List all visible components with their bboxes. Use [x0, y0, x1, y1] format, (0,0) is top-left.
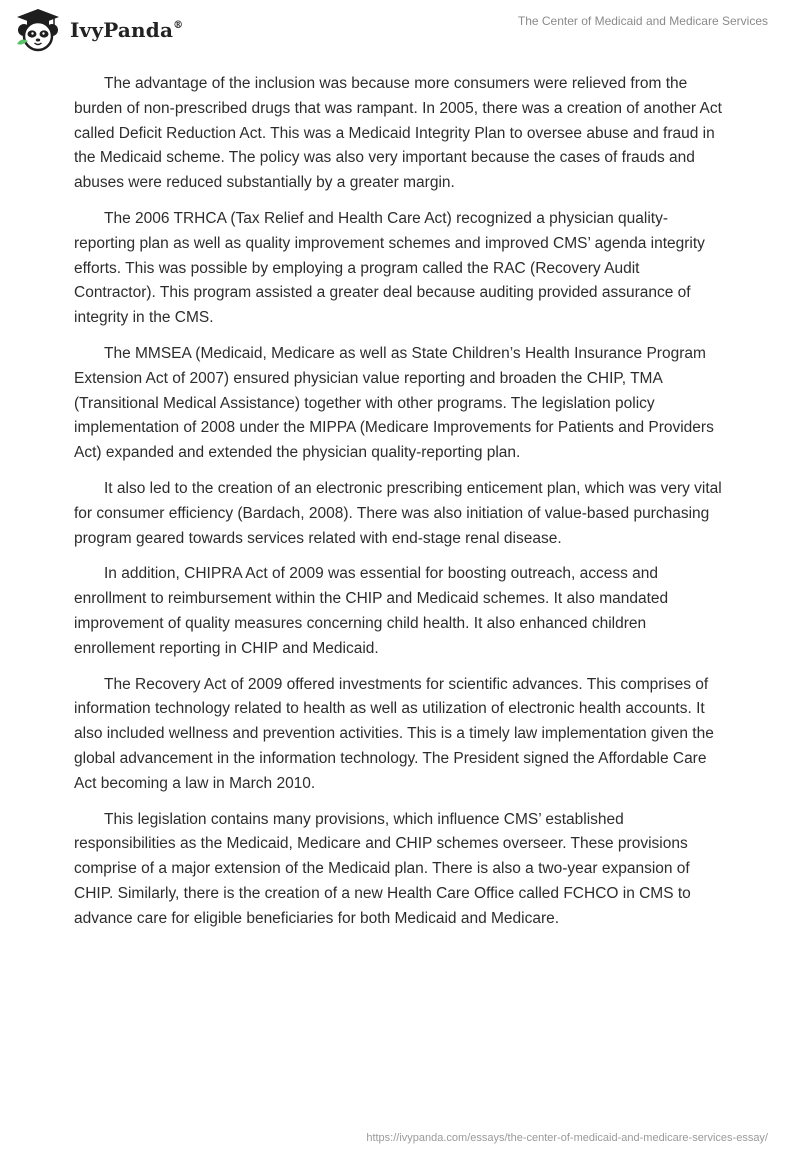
- running-title: The Center of Medicaid and Medicare Services: [517, 14, 768, 28]
- paragraph: The advantage of the inclusion was because more consumers were relieved from the burden of non-prescribed drugs that was rampant. In 2005, there was a creation of another Act called Deficit Reduction Act. This was a Medicaid Integrity Plan to oversee abuse and fraud in the Medicaid scheme. The policy was also very important because the cases of frauds and abuses were reduced substantially by a greater margin.: [74, 75, 722, 192]
- paragraph: This legislation contains many provisions, which influence CMS’ established responsibilities as the Medicaid, Medicare and CHIP schemes overseer. These provisions comprise of a major extension of the Medicaid plan. There is also a two-year expansion of CHIP. Similarly, there is the creation of a new Health Care Office called FCHCO in CMS to advance care for eligible beneficiaries for both Medicaid and Medicare.: [74, 810, 691, 927]
- paragraph: The MMSEA (Medicaid, Medicare as well as State Children’s Health Insurance Program Extension Act of 2007) ensured physician value reporting and broaden the CHIP, TMA (Transitional Medical Assistance) together with other programs. The legislation policy implementation of 2008 under the MIPPA (Medicare Improvements for Patients and Providers Act) expanded and extended the physician quality-reporting plan.: [74, 344, 714, 462]
- paragraph: It also led to the creation of an electronic prescribing enticement plan, which was very vital for consumer efficiency (Bardach, 2008). There was also initiation of value-based purchasing program geared towards services related with end-stage renal disease.: [74, 479, 722, 547]
- page-header: [0, 0, 800, 64]
- panda-graduate-icon: [14, 8, 62, 52]
- paragraph: The Recovery Act of 2009 offered investments for scientific advances. This comprises of information technology related to health as well as utilization of electronic health accounts. It also included wellness and prevention activities. This is a timely law implementation given the global advancement in the information technology. The President signed the Affordable Care Act becoming a law in March 2010.: [74, 675, 714, 792]
- brand-logo[interactable]: [14, 8, 183, 52]
- source-url-link[interactable]: https://ivypanda.com/essays/the-center-of-medicaid-and-medicare-services-essay/: [366, 1132, 768, 1144]
- paragraph: The 2006 TRHCA (Tax Relief and Health Care Act) recognized a physician quality-reporting plan as well as quality improvement schemes and improved CMS’ agenda integrity efforts. This was possible by employing a program called the RAC (Recovery Audit Contractor). This program assisted a greater deal because auditing provided assurance of integrity in the CMS.: [74, 209, 705, 327]
- paragraph: In addition, CHIPRA Act of 2009 was essential for boosting outreach, access and enrollment to reimbursement within the CHIP and Medicaid schemes. It also mandated improvement of quality measures concerning child health. It also enhanced children enrollement reporting in CHIP and Medicaid.: [74, 565, 669, 657]
- essay-body: [74, 72, 724, 943]
- brand-name: IvyPanda®: [70, 18, 184, 42]
